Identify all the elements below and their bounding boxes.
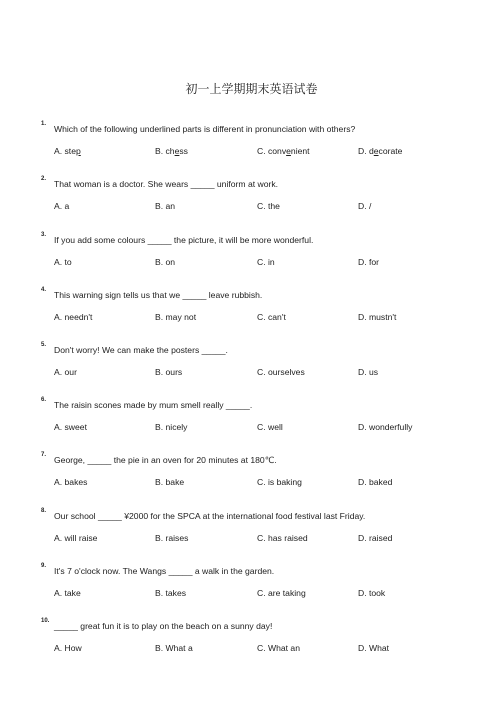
- option-c: C. in: [257, 257, 275, 267]
- option-b: B. takes: [155, 588, 187, 598]
- question-number: 7.: [41, 452, 47, 458]
- option-a: A. to: [54, 257, 72, 267]
- question-number: 3.: [41, 232, 47, 238]
- option-b: B. on: [155, 257, 176, 267]
- option-c: C. What an: [257, 643, 300, 653]
- question-6: [41, 397, 481, 434]
- option-d: D. decorate: [358, 146, 403, 156]
- question-number: 9.: [41, 563, 47, 569]
- option-c: C. has raised: [257, 533, 308, 543]
- option-d: D. for: [358, 257, 380, 267]
- question-number: 2.: [41, 176, 47, 182]
- question-number: 10.: [41, 618, 50, 624]
- question-3: [41, 232, 481, 269]
- option-b: B. raises: [155, 533, 189, 543]
- option-b: B. What a: [155, 643, 193, 653]
- underlined-letter: e: [373, 146, 379, 156]
- question-8: [41, 508, 481, 545]
- question-number: 5.: [41, 342, 47, 348]
- option-a: A. sweet: [54, 422, 87, 432]
- option-c: C. are taking: [257, 588, 306, 598]
- option-c: C. ourselves: [257, 367, 305, 377]
- option-d: D. /: [358, 201, 372, 211]
- question-number: 4.: [41, 287, 47, 293]
- option-a: A. needn't: [54, 312, 93, 322]
- question-10: [41, 618, 481, 655]
- question-text: The raisin scones made by mum smell really _____.: [54, 400, 253, 410]
- question-text: Which of the following underlined parts is different in pronunciation with others?: [54, 124, 356, 134]
- option-b: B. nicely: [155, 422, 188, 432]
- question-text: Don't worry! We can make the posters _____.: [54, 345, 228, 355]
- option-c: C. well: [257, 422, 283, 432]
- option-b: B. ours: [155, 367, 183, 377]
- question-9: [41, 563, 481, 600]
- option-d: D. baked: [358, 477, 393, 487]
- option-c: C. is baking: [257, 477, 302, 487]
- question-text: George, _____ the pie in an oven for 20 minutes at 180℃.: [54, 455, 277, 465]
- question-number: 8.: [41, 508, 47, 514]
- option-d: D. took: [358, 588, 386, 598]
- option-c: C. the: [257, 201, 280, 211]
- question-text: That woman is a doctor. She wears _____ uniform at work.: [54, 179, 279, 189]
- question-text: _____ great fun it is to play on the beach on a sunny day!: [54, 621, 273, 631]
- option-b: B. chess: [155, 146, 188, 156]
- option-d: D. mustn't: [358, 312, 397, 322]
- page-title: 初一上学期期末英语试卷: [185, 82, 318, 96]
- underlined-letter: p: [75, 146, 81, 156]
- question-text: If you add some colours _____ the picture, it will be more wonderful.: [54, 235, 314, 245]
- underlined-letter: e: [174, 146, 180, 156]
- option-a: A. bakes: [54, 477, 88, 487]
- underlined-letter: e: [286, 146, 291, 156]
- question-4: [41, 287, 481, 324]
- option-c: C. can't: [257, 312, 286, 322]
- option-d: D. wonderfully: [358, 422, 413, 432]
- question-1: [41, 121, 481, 158]
- option-b: B. may not: [155, 312, 197, 322]
- option-a: A. take: [54, 588, 81, 598]
- option-a: A. step: [54, 146, 81, 156]
- option-d: D. raised: [358, 533, 393, 543]
- option-d: D. What: [358, 643, 390, 653]
- question-text: This warning sign tells us that we _____ leave rubbish.: [54, 290, 263, 300]
- question-text: It's 7 o'clock now. The Wangs _____ a walk in the garden.: [54, 566, 275, 576]
- question-2: [41, 176, 481, 213]
- option-b: B. bake: [155, 477, 185, 487]
- question-text: Our school _____ ¥2000 for the SPCA at the international food festival last Friday.: [54, 511, 366, 521]
- option-d: D. us: [358, 367, 379, 377]
- option-b: B. an: [155, 201, 176, 211]
- option-a: A. a: [54, 201, 70, 211]
- question-7: [41, 452, 481, 489]
- question-number: 6.: [41, 397, 47, 403]
- option-c: C. convenient: [257, 146, 310, 156]
- option-a: A. How: [54, 643, 82, 653]
- question-5: [41, 342, 481, 379]
- question-number: 1.: [41, 121, 47, 127]
- option-a: A. will raise: [54, 533, 98, 543]
- option-a: A. our: [54, 367, 77, 377]
